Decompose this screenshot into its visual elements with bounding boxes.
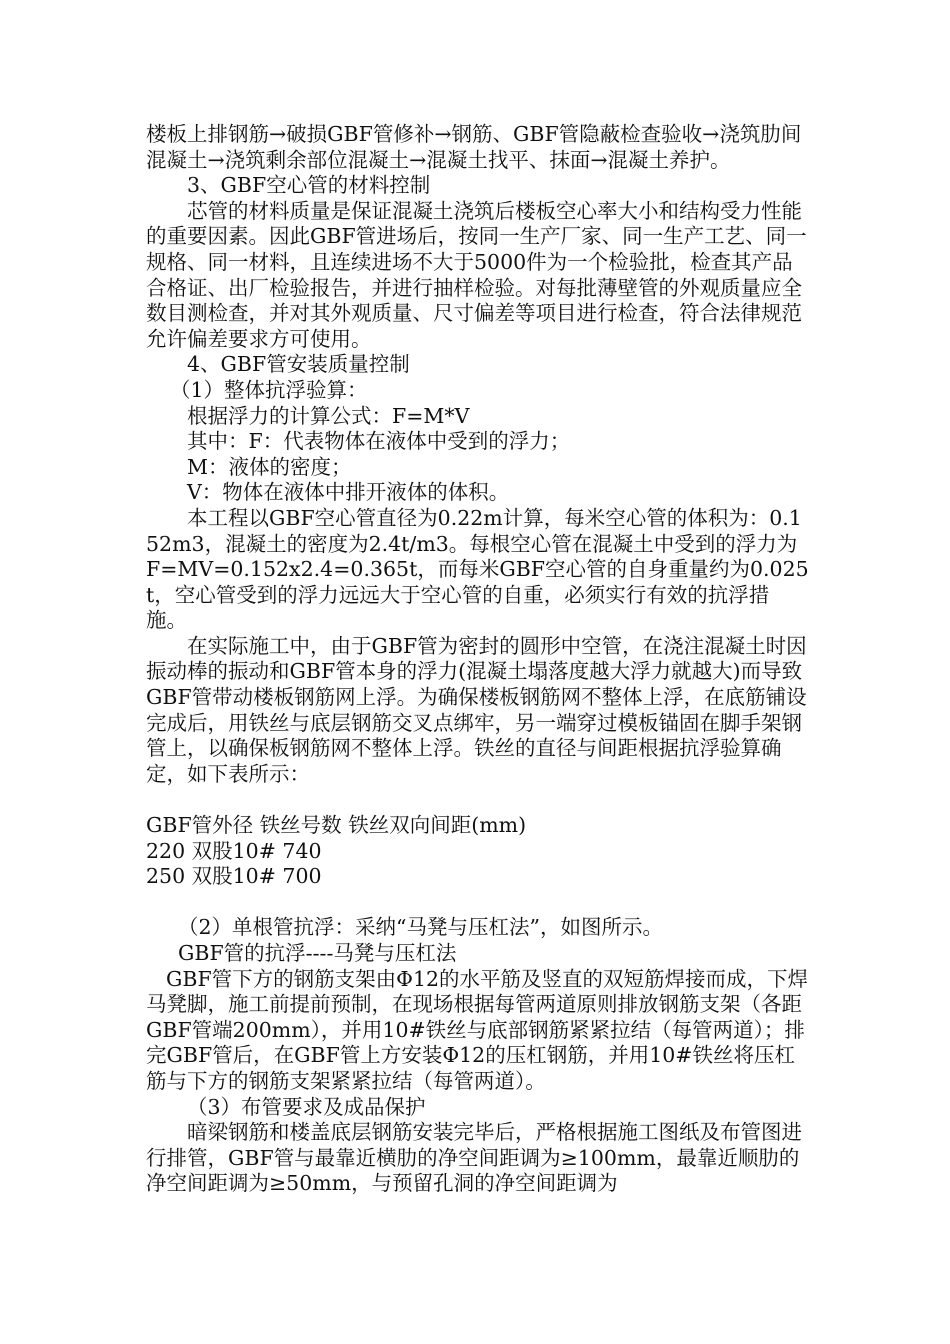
table-row: 220 双股10# 740 bbox=[146, 838, 322, 863]
subheading-anti-float-check: （1）整体抗浮验算： bbox=[170, 377, 368, 402]
subheading-layout-protection: （3）布管要求及成品保护 bbox=[187, 1094, 426, 1119]
blank-line bbox=[146, 787, 810, 813]
blank-line bbox=[146, 890, 810, 916]
formula-line: 根据浮力的计算公式：F=M*V bbox=[187, 403, 470, 428]
definition-f: 其中：F：代表物体在液体中受到的浮力； bbox=[187, 429, 571, 454]
definition-v: V：物体在液体中排开液体的体积。 bbox=[187, 480, 510, 505]
subheading-single-pipe: （2）单根管抗浮：采纳“马凳与压杠法”，如图所示。 bbox=[178, 915, 664, 940]
heading-install-quality: 4、GBF管安装质量控制 bbox=[187, 352, 410, 377]
heading-material-control: 3、GBF空心管的材料控制 bbox=[187, 173, 431, 198]
paragraph-construction-practice: 在实际施工中，由于GBF管为密封的圆形中空管，在浇注混凝土时因振动棒的振动和GBF管本身的浮力(混凝土塌落度越大浮力就越大)而导致GBF管带动楼板钢筋网上浮。为确保楼板钢筋网不整体上浮，在底筋铺设完成后，用铁丝与底层钢筋交叉点绑牢，另一端穿过模板锚固在脚手架钢管上，以确保板钢筋网不整体上浮。铁丝的直径与间距根据抗浮验算确定，如下表所示： bbox=[146, 633, 807, 786]
paragraph-rebar-support: GBF管下方的钢筋支架由Φ12的水平筋及竖直的双短筋焊接而成，下焊马凳脚，施工前提前预制，在现场根据每管两道原则排放钢筋支架（各距GBF管端200mm），并用10#铁丝与底部钢筋紧紧拉结（每管两道）；排完GBF管后，在GBF管上方安装Φ12的压杠钢筋，并用10#铁丝将压杠筋与下方的钢筋支架紧紧拉结（每管两道）。 bbox=[146, 966, 809, 1093]
paragraph-calculation: 本工程以GBF空心管直径为0.22m计算，每米空心管的体积为：0.152m3，混凝土的密度为2.4t/m3。每根空心管在混凝土中受到的浮力为F=MV=0.152x2.4=0.365t，而每米GBF空心管的自身重量约为0.025t，空心管受到的浮力远远大于空心管的自重，必须实行有效的抗浮措施。 bbox=[146, 505, 809, 633]
definition-m: M：液体的密度； bbox=[187, 454, 352, 479]
paragraph-layout-requirements: 暗梁钢筋和楼盖底层钢筋安装完毕后，严格根据施工图纸及布管图进行排管，GBF管与最靠近横肋的净空间距调为≥100mm，最靠近顺肋的净空间距调为≥50mm，与预留孔洞的净空间距调为 bbox=[146, 1120, 802, 1196]
figure-caption: GBF管的抗浮----马凳与压杠法 bbox=[178, 941, 457, 965]
table-header: GBF管外径 铁丝号数 铁丝双向间距(mm) bbox=[146, 813, 527, 838]
document-body bbox=[146, 122, 810, 1197]
paragraph-process-continued: 楼板上排钢筋→破损GBF管修补→钢筋、GBF管隐蔽检查验收→浇筑肋间混凝土→浇筑剩余部位混凝土→混凝土找平、抹面→混凝土养护。 bbox=[146, 122, 802, 172]
paragraph-material-quality: 芯管的材料质量是保证混凝土浇筑后楼板空心率大小和结构受力性能的重要因素。因此GBF管进场后，按同一生产厂家、同一生产工艺、同一规格、同一材料，且连续进场不大于5000件为一个检验批，检查其产品合格证、出厂检验报告，并进行抽样检验。对每批薄壁管的外观质量应全数目测检查，并对其外观质量、尺寸偏差等项目进行检查，符合法律规范允许偏差要求方可使用。 bbox=[146, 198, 807, 351]
wire-spec-table bbox=[146, 813, 810, 890]
table-row: 250 双股10# 700 bbox=[146, 864, 322, 889]
